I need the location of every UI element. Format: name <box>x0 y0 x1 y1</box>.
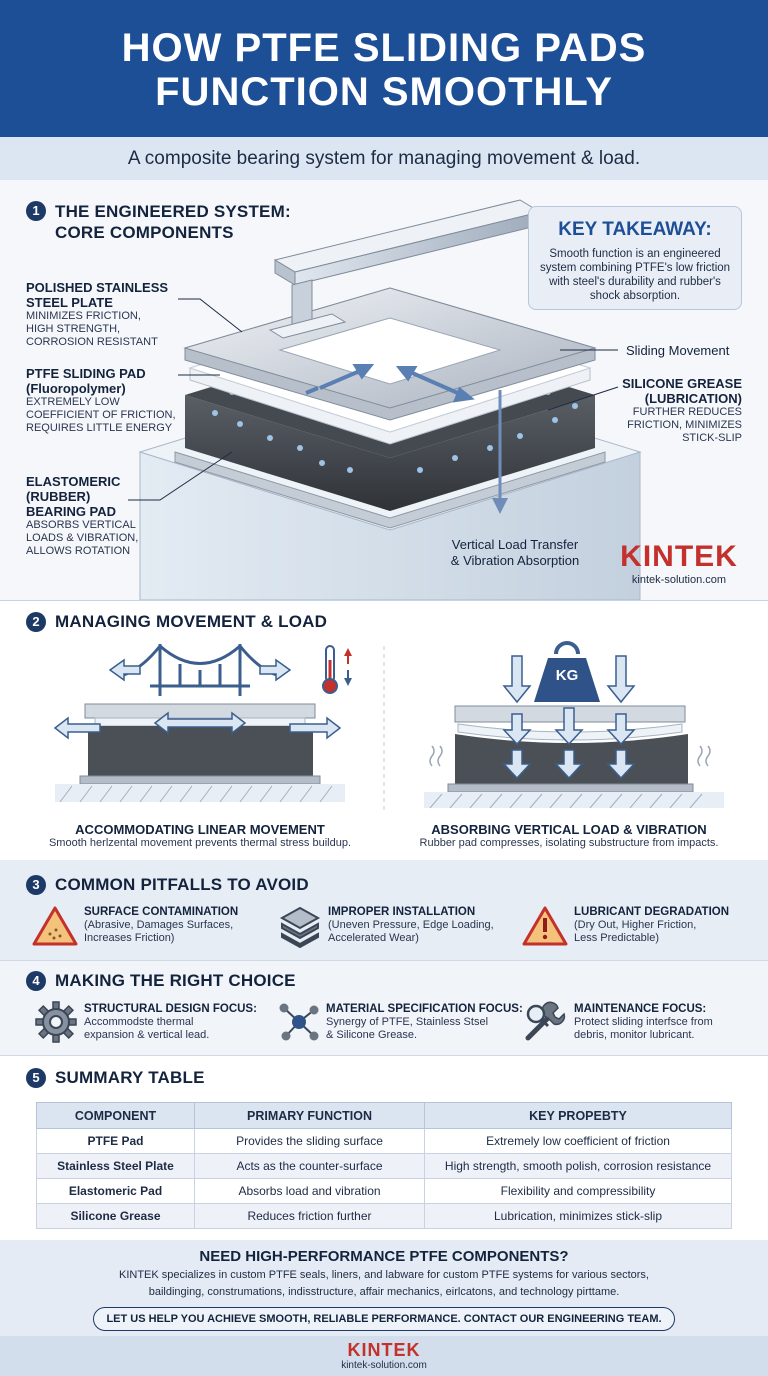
layers-icon <box>278 904 322 948</box>
label-heading: PTFE SLIDING PAD <box>26 366 146 381</box>
table-header: PRIMARY FUNCTION <box>195 1103 425 1129</box>
label-ptfe-pad <box>26 366 216 435</box>
label-text: ALLOWS ROTATION <box>26 545 131 557</box>
table-cell: Extremely low coefficient of friction <box>425 1129 732 1154</box>
thermometer-icon <box>323 646 352 693</box>
table-cell: Reduces friction further <box>195 1204 425 1229</box>
contact-button[interactable]: LET US HELP YOU ACHIEVE SMOOTH, RELIABLE PERFORMANCE. CONTACT OUR ENGINEERING TEAM. <box>93 1307 674 1331</box>
section-title: COMMON PITFALLS TO AVOID <box>55 875 309 894</box>
caption-text: Smooth herlzental movement prevents thermal stress buildup. <box>48 837 352 849</box>
page-header <box>0 0 768 137</box>
page-title <box>0 0 768 114</box>
label-elastomeric-pad <box>26 474 166 558</box>
table-cell: Lubrication, minimizes stick-slip <box>425 1204 732 1229</box>
caption-heading: ACCOMMODATING LINEAR MOVEMENT <box>75 822 325 837</box>
label-text: MINIMIZES FRICTION, <box>26 310 141 322</box>
label-text: REQUIRES LITTLE ENERGY <box>26 422 173 434</box>
molecule-icon <box>276 1000 322 1044</box>
label-sliding-movement: Sliding Movement <box>626 343 730 358</box>
key-takeaway-body: Smooth function is an engineered system combining PTFE's low friction with steel's durability and rubber's shock absorption. <box>539 248 731 302</box>
linear-movement-diagram <box>55 644 352 802</box>
label-text: EXTREMELY LOW <box>26 396 120 408</box>
choice-text: Protect sliding interfsce from <box>574 1016 713 1028</box>
page-subtitle: A composite bearing system for managing movement & load. <box>127 148 641 169</box>
linear-movement-caption <box>20 822 380 849</box>
table-cell: Acts as the counter-surface <box>195 1154 425 1179</box>
bridge-icon <box>120 644 280 696</box>
choice-item <box>84 1003 274 1042</box>
pitfall-text: Less Predictable) <box>574 932 659 944</box>
label-text: ABSORBS VERTICAL <box>26 519 136 531</box>
brand-block <box>614 540 744 586</box>
title-part: THE ENGINEERED SYSTEM: <box>55 202 291 221</box>
table-cell: PTFE Pad <box>37 1129 195 1154</box>
label-heading: (Fluoropolymer) <box>26 381 126 396</box>
summary-table <box>36 1102 732 1229</box>
label-heading: (LUBRICATION) <box>644 391 742 406</box>
label-silicone-grease <box>590 376 742 445</box>
pitfall-heading: IMPROPER INSTALLATION <box>328 906 476 918</box>
choice-heading: MAINTENANCE FOCUS: <box>574 1003 707 1015</box>
table-header: COMPONENT <box>37 1103 195 1129</box>
label-stainless-steel <box>26 280 206 349</box>
wrench-search-icon <box>522 1000 566 1044</box>
choice-text: Synergy of PTFE, Stainless Stsel <box>326 1016 489 1028</box>
pitfall-text: Accelerated Wear) <box>328 932 419 944</box>
section-number: 3 <box>26 875 46 895</box>
pitfall-text: (Dry Out, Higher Friction, <box>574 919 697 931</box>
table-row <box>37 1179 732 1204</box>
table-cell: Elastomeric Pad <box>37 1179 195 1204</box>
cta-text: baildinging, construmations, indisstructure, affair mechanics, eirlcatons, and technology pirttame. <box>148 1286 620 1298</box>
table-row <box>37 1204 732 1229</box>
footer <box>0 1336 768 1376</box>
table-cell: Provides the sliding surface <box>195 1129 425 1154</box>
pitfall-heading: LUBRICANT DEGRADATION <box>574 906 730 918</box>
key-takeaway-box <box>528 206 742 310</box>
section-title: MAKING THE RIGHT CHOICE <box>55 971 296 990</box>
section-number: 5 <box>26 1068 46 1088</box>
section-title: MANAGING MOVEMENT & LOAD <box>55 612 328 631</box>
label-heading: POLISHED STAINLESS <box>26 280 169 295</box>
label-vertical-load <box>430 537 600 569</box>
choice-item <box>326 1003 526 1042</box>
brand-logo: KINTEK <box>620 540 738 573</box>
call-to-action <box>0 1240 768 1336</box>
footer-brand-logo: KINTEK <box>347 1340 421 1360</box>
section-title: SUMMARY TABLE <box>55 1068 205 1087</box>
choice-text: & Silicone Grease. <box>326 1029 418 1041</box>
table-header-row <box>37 1103 732 1129</box>
table-header: KEY PROPEBTY <box>425 1103 732 1129</box>
pitfall-text: Increases Friction) <box>84 932 175 944</box>
table-cell: High strength, smooth polish, corrosion resistance <box>425 1154 732 1179</box>
title-line-1: HOW PTFE SLIDING PADS <box>121 26 647 70</box>
label-heading: STEEL PLATE <box>26 295 113 310</box>
table-cell: Silicone Grease <box>37 1204 195 1229</box>
weight-label: KG <box>555 667 579 684</box>
choice-text: expansion & vertical lead. <box>84 1029 210 1041</box>
brand-site: kintek-solution.com <box>631 574 727 586</box>
label-text: STICK-SLIP <box>682 432 742 444</box>
choice-heading: STRUCTURAL DESIGN FOCUS: <box>84 1003 257 1015</box>
key-takeaway-title: KEY TAKEAWAY: <box>558 219 712 240</box>
label-text: & Vibration Absorption <box>450 553 580 568</box>
label-heading: (RUBBER) <box>26 489 91 504</box>
title-part: CORE COMPONENTS <box>55 223 234 242</box>
label-text: Vertical Load Transfer <box>451 537 579 552</box>
movement-load-illustrations <box>0 636 768 816</box>
choice-text: Accommodste thermal <box>84 1016 194 1028</box>
footer-site[interactable]: kintek-solution.com <box>341 1360 427 1371</box>
warning-icon <box>32 906 78 946</box>
alert-icon <box>522 906 568 946</box>
choice-text: debris, monitor lubricant. <box>574 1029 695 1041</box>
caption-text: Rubber pad compresses, isolating substructure from impacts. <box>419 837 719 849</box>
choice-item <box>574 1003 764 1042</box>
label-text: FURTHER REDUCES <box>632 406 742 418</box>
pitfall-item <box>328 906 528 945</box>
pitfall-item <box>574 906 754 945</box>
section-number: 2 <box>26 612 46 632</box>
pitfall-heading: SURFACE CONTAMINATION <box>84 906 239 918</box>
table-cell: Absorbs load and vibration <box>195 1179 425 1204</box>
table-cell: Flexibility and compressibility <box>425 1179 732 1204</box>
pitfall-text: (Uneven Pressure, Edge Loading, <box>328 919 494 931</box>
pitfall-text: (Abrasive, Damages Surfaces, <box>84 919 234 931</box>
table-cell: Stainless Steel Plate <box>37 1154 195 1179</box>
subtitle-band <box>0 137 768 180</box>
table-row <box>37 1129 732 1154</box>
label-heading: SILICONE GREASE <box>622 376 742 391</box>
cta-title: NEED HIGH-PERFORMANCE PTFE COMPONENTS? <box>199 1248 569 1265</box>
pitfall-item <box>84 906 274 945</box>
label-text: LOADS & VIBRATION, <box>26 532 139 544</box>
label-text: COEFFICIENT OF FRICTION, <box>26 409 176 421</box>
label-heading: BEARING PAD <box>26 504 117 519</box>
caption-heading: ABSORBING VERTICAL LOAD & VIBRATION <box>431 822 707 837</box>
vertical-load-caption <box>388 822 750 849</box>
table-row <box>37 1154 732 1179</box>
gear-icon <box>34 1000 78 1044</box>
title-line-2: FUNCTION SMOOTHLY <box>155 70 613 114</box>
section-number: 4 <box>26 971 46 991</box>
label-text: CORROSION RESISTANT <box>26 336 158 348</box>
label-text: HIGH STRENGTH, <box>26 323 121 335</box>
cta-text: KINTEK specializes in custom PTFE seals, liners, and labware for custom PTFE systems for various sectors, <box>118 1269 649 1281</box>
choice-heading: MATERIAL SPECIFICATION FOCUS: <box>326 1003 523 1015</box>
label-text: FRICTION, MINIMIZES <box>627 419 742 431</box>
label-heading: ELASTOMERIC <box>26 474 121 489</box>
section-number: 1 <box>26 201 46 221</box>
